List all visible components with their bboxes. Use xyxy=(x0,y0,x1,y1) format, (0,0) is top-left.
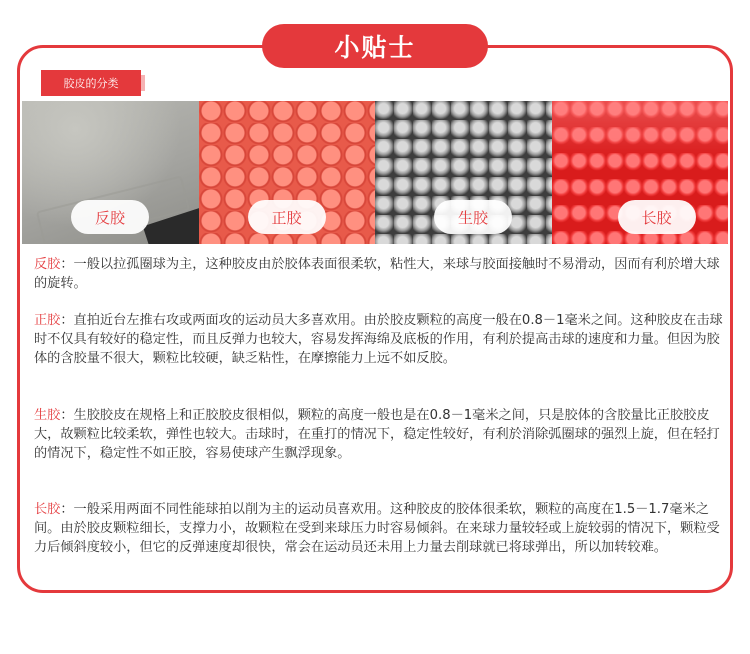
paragraph-short-pips xyxy=(34,406,724,463)
term-label: 正胶 xyxy=(34,313,61,328)
long-pips-rubber-photo xyxy=(552,101,729,244)
paragraph-long-pips xyxy=(34,500,724,557)
inverted-rubber-photo xyxy=(22,101,199,244)
page-title: 小贴士 xyxy=(262,24,488,68)
paragraph-pimples-out xyxy=(34,311,724,368)
panel-label: 正胶 xyxy=(248,200,326,234)
section-label: 胶皮的分类 xyxy=(41,70,141,96)
term-label: 反胶 xyxy=(34,257,61,272)
panel-label: 长胶 xyxy=(618,200,696,234)
paragraph-text: ：一般采用两面不同性能球拍以削为主的运动员喜欢用。这种胶皮的胶体很柔软，颗粒的高度在1.5－1.7毫米之间。由於胶皮颗粒细长，支撑力小，故颗粒在受到来球压力时容易倾斜。在来球力量较轻或上旋较弱的情况下，颗粒受力后倾斜度较小，但它的反弹速度却很快，常会在运动员还未用上力量去削球就已将球弹出，所以加转较难。 xyxy=(34,502,720,555)
panel-label: 生胶 xyxy=(434,200,512,234)
pimples-out-rubber-photo xyxy=(199,101,376,244)
paragraph-text: ：生胶胶皮在规格上和正胶胶皮很相似，颗粒的高度一般也是在0.8－1毫米之间，只是胶体的含胶量比正胶胶皮大，故颗粒比较柔软，弹性也较大。击球时，在重打的情况下，稳定性较好，有利於消除弧圈球的强烈上旋，但在轻打的情况下，稳定性不如正胶，容易使球产生飘浮现象。 xyxy=(34,408,720,461)
paragraph-text: ：一般以拉孤圈球为主，这种胶皮由於胶体表面很柔软，粘性大，来球与胶面接触时不易滑动，因而有利於增大球的旋转。 xyxy=(34,257,720,291)
short-pips-rubber-photo xyxy=(375,101,552,244)
paragraph-text: ：直拍近台左推右攻或两面攻的运动员大多喜欢用。由於胶皮颗粒的高度一般在0.8－1毫米之间。这种胶皮在击球时不仅具有较好的稳定性，而且反弹力也较大，容易发挥海绵及底板的作用，有利於提高击球的速度和力量。但因为胶体的含胶量不很大，颗粒比较硬，缺乏粘性，在摩擦能力上远不如反胶。 xyxy=(34,313,723,366)
paragraph-inverted xyxy=(34,255,724,293)
term-label: 长胶 xyxy=(34,502,61,517)
panel-label: 反胶 xyxy=(71,200,149,234)
rubber-photo-strip xyxy=(22,101,728,244)
term-label: 生胶 xyxy=(34,408,61,423)
